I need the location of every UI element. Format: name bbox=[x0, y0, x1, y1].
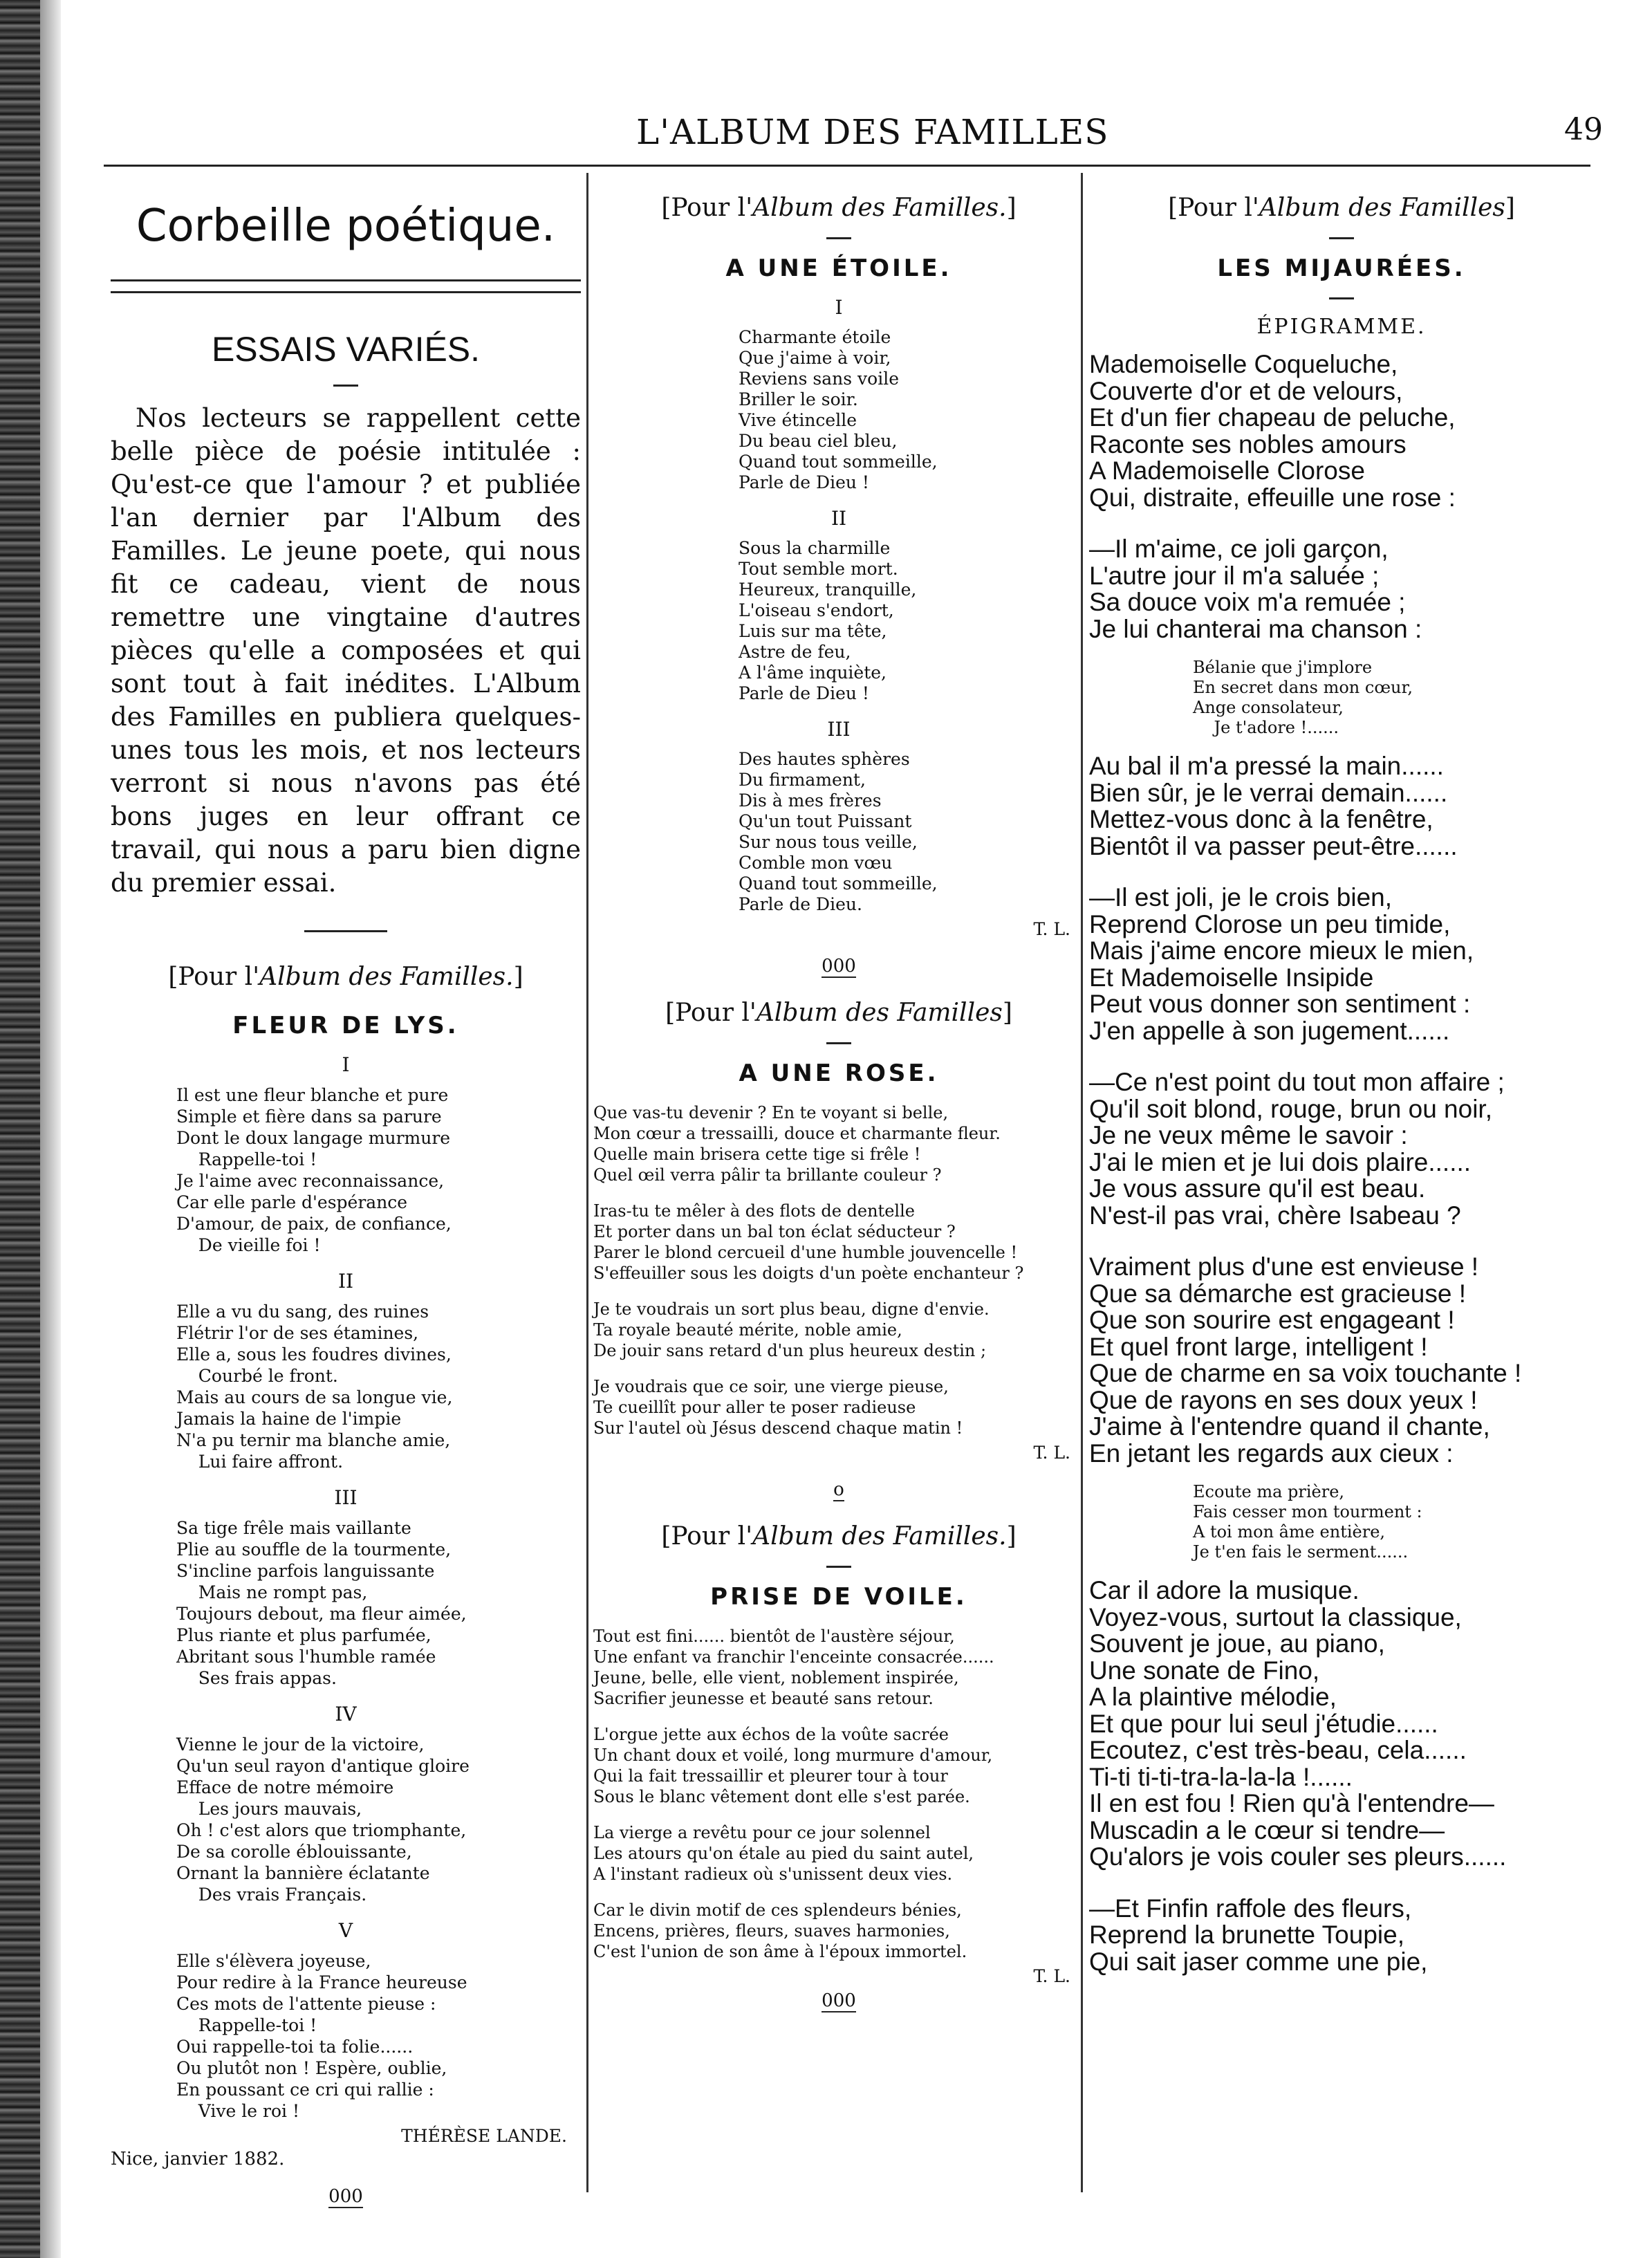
verse-line: Abritant sous l'humble ramée bbox=[176, 1647, 436, 1667]
verse-line: Efface de notre mémoire bbox=[176, 1777, 394, 1797]
stanza-number: II bbox=[830, 507, 847, 530]
verse-line: A toi mon âme entière, bbox=[1193, 1522, 1386, 1542]
verse-line: Quand tout sommeille, bbox=[739, 452, 938, 472]
verse-line: Jeune, belle, elle vient, noblement inspirée, bbox=[593, 1668, 959, 1687]
verse-line: Courbé le front. bbox=[176, 1366, 338, 1386]
verse-line: En secret dans mon cœur, bbox=[1193, 678, 1413, 697]
refrain bbox=[1089, 658, 1594, 738]
verse-line: Jamais la haine de l'impie bbox=[176, 1409, 402, 1429]
verse-line: Qu'un tout Puissant bbox=[739, 811, 912, 831]
verse-line: Que de charme en sa voix touchante ! bbox=[1089, 1359, 1522, 1387]
verse-line: Et que pour lui seul j'étudie...... bbox=[1089, 1709, 1438, 1738]
refrain bbox=[1089, 1482, 1594, 1562]
verse-line: Tout est fini...... bientôt de l'austère séjour, bbox=[593, 1627, 955, 1646]
verse-line: —Il m'aime, ce joli garçon, bbox=[1089, 535, 1389, 563]
author-signature: THÉRÈSE LANDE. bbox=[401, 2126, 567, 2146]
verse-line: Reprend Clorose un peu timide, bbox=[1089, 909, 1451, 938]
stanza-gap bbox=[1089, 1871, 1594, 1896]
short-dash bbox=[333, 385, 358, 387]
verse-line: —Ce n'est point du tout mon affaire ; bbox=[1089, 1068, 1505, 1096]
verse-line: Mademoiselle Coqueluche, bbox=[1089, 350, 1398, 378]
verse-line: En poussant ce cri qui rallie : bbox=[176, 2080, 434, 2100]
stanza-number: III bbox=[827, 718, 851, 741]
verse-line: Charmante étoile bbox=[739, 327, 891, 347]
stanza bbox=[593, 1102, 1084, 1185]
poem-les-mijaurees bbox=[1089, 351, 1594, 1975]
verse-line: Au bal il m'a pressé la main...... bbox=[1089, 752, 1444, 780]
stanza bbox=[593, 1724, 1084, 1807]
source-credit: [Pour l'Album des Familles.] bbox=[661, 1522, 1017, 1551]
stanza bbox=[111, 1084, 581, 1256]
stanza-number: II bbox=[337, 1270, 354, 1293]
header-rule bbox=[104, 165, 1590, 167]
short-dash bbox=[826, 1566, 851, 1568]
short-dash bbox=[1329, 297, 1354, 299]
verse-line: Bien sûr, je le verrai demain...... bbox=[1089, 778, 1448, 807]
verse-line: Sa tige frêle mais vaillante bbox=[176, 1518, 411, 1538]
poem-fleur-de-lys bbox=[111, 1053, 581, 2122]
separator-ornament: o bbox=[833, 1479, 844, 1500]
end-ornament: 000 bbox=[822, 1990, 856, 2011]
verse-line: Briller le soir. bbox=[739, 389, 858, 409]
verse-line: Je t'en fais le serment...... bbox=[1193, 1542, 1409, 1562]
verse-line: Simple et fière dans sa parure bbox=[176, 1107, 442, 1127]
stanza-number: I bbox=[342, 1053, 350, 1076]
verse-line: Tout semble mort. bbox=[739, 559, 898, 579]
verse-line: Que vas-tu devenir ? En te voyant si belle, bbox=[593, 1103, 949, 1122]
verse-line: Quel œil verra pâlir ta brillante couleur ? bbox=[593, 1165, 942, 1185]
source-credit: [Pour l'Album des Familles] bbox=[1168, 194, 1515, 222]
verse-line: Parle de Dieu ! bbox=[739, 683, 869, 703]
verse-line: Sacrifier jeunesse et beauté sans retour. bbox=[593, 1689, 934, 1708]
verse-line: Que j'aime à voir, bbox=[739, 348, 891, 368]
stanza bbox=[593, 749, 1084, 915]
verse-line: En jetant les regards aux cieux : bbox=[1089, 1438, 1454, 1468]
verse-line: Souvent je joue, au piano, bbox=[1089, 1629, 1385, 1658]
verse-line: Des vrais Français. bbox=[176, 1885, 367, 1905]
verse-line: Que de rayons en ses doux yeux ! bbox=[1089, 1385, 1478, 1414]
verse-line: La vierge a revêtu pour ce jour solennel bbox=[593, 1823, 931, 1842]
verse-line: Sous le blanc vêtement dont elle s'est parée. bbox=[593, 1787, 970, 1806]
verse-line: Plus riante et plus parfumée, bbox=[176, 1625, 431, 1645]
verse-line: Que son sourire est engageant ! bbox=[1089, 1306, 1455, 1334]
verse-line: Mais au cours de sa longue vie, bbox=[176, 1387, 453, 1407]
verse-line: Dont le doux langage murmure bbox=[176, 1128, 451, 1148]
poem-title-mijaurees: LES MIJAURÉES. bbox=[1217, 255, 1466, 282]
verse-line: Qu'il soit blond, rouge, brun ou noir, bbox=[1089, 1094, 1492, 1123]
verse-line: Ou plutôt non ! Espère, oublie, bbox=[176, 2058, 447, 2078]
verse-line: Fais cesser mon tourment : bbox=[1193, 1502, 1422, 1521]
verse-line: Encens, prières, fleurs, suaves harmonies, bbox=[593, 1921, 950, 1941]
verse-line: Couverte d'or et de velours, bbox=[1089, 376, 1403, 405]
verse-line: N'a pu ternir ma blanche amie, bbox=[176, 1430, 451, 1450]
verse-line: Reprend la brunette Toupie, bbox=[1089, 1921, 1404, 1949]
verse-line: Parer le blond cercueil d'une humble jouvencelle ! bbox=[593, 1243, 1018, 1262]
verse-line: Et d'un fier chapeau de peluche, bbox=[1089, 403, 1456, 432]
verse-line: Rappelle-toi ! bbox=[176, 2015, 317, 2035]
stanza bbox=[593, 1299, 1084, 1361]
verse-line: Mais j'aime encore mieux le mien, bbox=[1089, 936, 1474, 965]
verse-line: Des hautes sphères bbox=[739, 749, 910, 769]
verse-line: Ange consolateur, bbox=[1193, 698, 1344, 717]
intro-paragraph: Nos lecteurs se rappellent cette belle pièce de poésie intitulée : Qu'est-ce que l'amour ? et publiée l'an dernier par l'Album des Familles. Le jeune poete, qui nous fit ce cadeau, vient de nous remettre une vingtaine d'autres pièces qu'elle a composées et qui sont tout à fait inédites. L'Album des Familles en publiera quelques-unes tous les mois, et nos lecteurs verront si nous n'avons pas été bons juges en leur offrant ce travail, qui nous a paru bien digne du premier essai. bbox=[111, 403, 581, 898]
poem-title-etoile: A UNE ÉTOILE. bbox=[725, 255, 952, 282]
stanza bbox=[593, 538, 1084, 704]
poem-subtitle: ÉPIGRAMME. bbox=[1256, 315, 1427, 339]
verse-line: Je l'aime avec reconnaissance, bbox=[176, 1171, 445, 1191]
verse-line: Du firmament, bbox=[739, 770, 866, 790]
verse-line: Elle a, sous les foudres divines, bbox=[176, 1344, 452, 1364]
verse-line: Vienne le jour de la victoire, bbox=[176, 1734, 425, 1755]
stanza bbox=[593, 327, 1084, 493]
verse-line: Il en est fou ! Rien qu'à l'entendre— bbox=[1089, 1789, 1494, 1817]
essais-heading: ESSAIS VARIÉS. bbox=[211, 330, 481, 369]
book-binding-edge bbox=[0, 0, 40, 2258]
verse-line: Car elle parle d'espérance bbox=[176, 1192, 408, 1212]
stanza bbox=[593, 1376, 1084, 1438]
verse-line: L'autre jour il m'a saluée ; bbox=[1089, 561, 1380, 590]
separator-ornament: 000 bbox=[822, 956, 856, 977]
verse-line: Bélanie que j'implore bbox=[1193, 658, 1373, 677]
stanza-number: V bbox=[338, 1919, 353, 1942]
verse-line: A la plaintive mélodie, bbox=[1089, 1683, 1337, 1711]
verse-line: Que sa démarche est gracieuse ! bbox=[1089, 1279, 1467, 1308]
verse-line: Sa douce voix m'a remuée ; bbox=[1089, 588, 1406, 616]
verse-line: Mon cœur a tressailli, douce et charmante fleur. bbox=[593, 1124, 1001, 1143]
stanza-gap bbox=[1089, 511, 1594, 536]
page-gutter-shadow bbox=[40, 0, 61, 2258]
verse-line: Ces mots de l'attente pieuse : bbox=[176, 1994, 436, 2014]
verse-line: Ecoutez, c'est très-beau, cela...... bbox=[1089, 1736, 1467, 1764]
source-credit: [Pour l'Album des Familles] bbox=[665, 999, 1012, 1027]
verse-line: Qu'alors je vois couler ses pleurs...... bbox=[1089, 1842, 1507, 1871]
verse-line: Il est une fleur blanche et pure bbox=[176, 1085, 449, 1105]
verse-line: —Il est joli, je le crois bien, bbox=[1089, 883, 1393, 911]
verse-line: Ses frais appas. bbox=[176, 1668, 337, 1688]
poem-a-une-etoile bbox=[593, 296, 1084, 915]
verse-line: Plie au souffle de la tourmente, bbox=[176, 1539, 452, 1560]
end-ornament: 000 bbox=[328, 2186, 363, 2207]
verse-line: Toujours debout, ma fleur aimée, bbox=[176, 1604, 467, 1624]
verse-line: Car il adore la musique. bbox=[1089, 1576, 1359, 1604]
verse-line: Une enfant va franchir l'enceinte consacrée...... bbox=[593, 1647, 994, 1667]
stanza bbox=[593, 1201, 1084, 1284]
verse-line: Je vous assure qu'il est beau. bbox=[1089, 1174, 1426, 1203]
stanza bbox=[111, 1950, 581, 2122]
verse-line: Comble mon vœu bbox=[739, 853, 893, 873]
verse-line: J'en appelle à son jugement...... bbox=[1089, 1016, 1450, 1045]
short-dash bbox=[826, 1042, 851, 1044]
verse-line: Pour redire à la France heureuse bbox=[176, 1972, 467, 1992]
verse-line: Reviens sans voile bbox=[739, 369, 899, 389]
verse-line: Vive étincelle bbox=[739, 410, 857, 430]
running-title: L'ALBUM DES FAMILLES bbox=[636, 112, 1109, 152]
column-2 bbox=[593, 173, 1084, 2012]
verse-line: Sous la charmille bbox=[739, 538, 891, 558]
column-divider-1 bbox=[586, 173, 588, 2192]
verse-line: C'est l'union de son âme à l'époux immortel. bbox=[593, 1942, 967, 1961]
stanza-number: I bbox=[835, 296, 843, 319]
verse-line: Parle de Dieu. bbox=[739, 894, 862, 914]
verse-line: A l'instant radieux où s'unissent deux vies. bbox=[593, 1864, 953, 1884]
verse-line: Peut vous donner son sentiment : bbox=[1089, 990, 1471, 1018]
verse-line: Ti-ti ti-ti-tra-la-la-la !...... bbox=[1089, 1762, 1353, 1791]
author-signature: T. L. bbox=[1033, 1443, 1070, 1463]
verse-line: Les jours mauvais, bbox=[176, 1799, 362, 1819]
verse-line: A l'âme inquiète, bbox=[739, 663, 887, 683]
poem-a-une-rose bbox=[593, 1102, 1084, 1438]
verse-line: Muscadin a le cœur si tendre— bbox=[1089, 1815, 1445, 1844]
verse-line: L'orgue jette aux échos de la voûte sacrée bbox=[593, 1725, 949, 1744]
verse-line: Parle de Dieu ! bbox=[739, 472, 869, 492]
source-credit: [Pour l'Album des Familles.] bbox=[661, 194, 1017, 222]
verse-line: Qui, distraite, effeuille une rose : bbox=[1089, 483, 1456, 512]
poem-title-prise-de-voile: PRISE DE VOILE. bbox=[710, 1583, 967, 1611]
stanza bbox=[111, 1734, 581, 1905]
verse-line: Sur nous tous veille, bbox=[739, 832, 918, 852]
stanza-gap bbox=[1089, 860, 1594, 885]
verse-line: Vive le roi ! bbox=[176, 2101, 299, 2121]
verse-line: S'incline parfois languissante bbox=[176, 1561, 435, 1581]
verse-line: Je t'adore !...... bbox=[1193, 718, 1339, 737]
verse-line: D'amour, de paix, de confiance, bbox=[176, 1214, 452, 1234]
verse-line: Elle a vu du sang, des ruines bbox=[176, 1302, 429, 1322]
verse-line: A Mademoiselle Clorose bbox=[1089, 456, 1365, 485]
stanza bbox=[111, 1517, 581, 1689]
verse-line: Oui rappelle-toi ta folie...... bbox=[176, 2037, 414, 2057]
stanza bbox=[111, 1301, 581, 1472]
stanza bbox=[593, 1626, 1084, 1709]
verse-line: Je ne veux même le savoir : bbox=[1089, 1121, 1408, 1149]
verse-line: Ecoute ma prière, bbox=[1193, 1482, 1345, 1501]
verse-line: De jouir sans retard d'un plus heureux destin ; bbox=[593, 1341, 987, 1360]
verse-line: Qui la fait tressaillir et pleurer tour à tour bbox=[593, 1766, 948, 1786]
verse-line: Iras-tu te mêler à des flots de dentelle bbox=[593, 1201, 915, 1221]
poem-title-rose: A UNE ROSE. bbox=[739, 1059, 939, 1087]
verse-line: J'ai le mien et je lui dois plaire...... bbox=[1089, 1147, 1472, 1176]
verse-line: Bientôt il va passer peut-être...... bbox=[1089, 831, 1458, 860]
verse-line: Quelle main brisera cette tige si frêle ! bbox=[593, 1145, 921, 1164]
verse-line: De sa corolle éblouissante, bbox=[176, 1842, 412, 1862]
poem-title-fleur-de-lys: FLEUR DE LYS. bbox=[232, 1012, 459, 1039]
section-title: Corbeille poétique. bbox=[136, 201, 556, 252]
verse-line: Astre de feu, bbox=[739, 642, 851, 662]
short-dash bbox=[1329, 237, 1354, 239]
verse-line: Un chant doux et voilé, long murmure d'amour, bbox=[593, 1746, 993, 1765]
verse-line: Lui faire affront. bbox=[176, 1452, 344, 1472]
verse-line: Mais ne rompt pas, bbox=[176, 1582, 368, 1602]
verse-line: —Et Finfin raffole des fleurs, bbox=[1089, 1894, 1412, 1923]
verse-line: Qui sait jaser comme une pie, bbox=[1089, 1947, 1428, 1976]
poem-prise-de-voile bbox=[593, 1626, 1084, 1962]
verse-line: Ornant la bannière éclatante bbox=[176, 1863, 430, 1883]
verse-line: De vieille foi ! bbox=[176, 1235, 321, 1255]
verse-line: Les atours qu'on étale au pied du saint autel, bbox=[593, 1844, 974, 1863]
source-credit: [Pour l'Album des Familles.] bbox=[168, 963, 523, 991]
verse-line: Oh ! c'est alors que triomphante, bbox=[176, 1820, 467, 1840]
verse-line: Et Mademoiselle Insipide bbox=[1089, 963, 1374, 992]
stanza-number: III bbox=[334, 1486, 358, 1509]
verse-line: Voyez-vous, surtout la classique, bbox=[1089, 1602, 1462, 1631]
verse-line: Raconte ses nobles amours bbox=[1089, 429, 1407, 459]
verse-line: Et porter dans un bal ton éclat séducteur ? bbox=[593, 1222, 956, 1241]
stanza-gap bbox=[1089, 1044, 1594, 1069]
verse-line: Luis sur ma tête, bbox=[739, 621, 887, 641]
verse-line: S'effeuiller sous les doigts d'un poète enchanteur ? bbox=[593, 1264, 1024, 1283]
verse-line: Sur l'autel où Jésus descend chaque matin ! bbox=[593, 1418, 963, 1438]
page-number: 49 bbox=[1564, 112, 1603, 147]
verse-line: Je lui chanterai ma chanson : bbox=[1089, 614, 1422, 643]
verse-line: Une sonate de Fino, bbox=[1089, 1656, 1320, 1685]
verse-line: Je te voudrais un sort plus beau, digne d'envie. bbox=[593, 1299, 990, 1319]
author-signature: T. L. bbox=[1033, 1966, 1070, 1986]
separator bbox=[304, 930, 387, 932]
verse-line: Flétrir l'or de ses étamines, bbox=[176, 1323, 419, 1343]
stanza bbox=[593, 1822, 1084, 1885]
stanza-gap bbox=[1089, 1229, 1594, 1254]
stanza-number: IV bbox=[335, 1703, 357, 1725]
verse-line: Je voudrais que ce soir, une vierge pieuse, bbox=[593, 1377, 949, 1396]
verse-line: Vraiment plus d'une est envieuse ! bbox=[1089, 1252, 1479, 1281]
verse-line: Rappelle-toi ! bbox=[176, 1149, 317, 1169]
column-3 bbox=[1089, 173, 1594, 1975]
verse-line: Qu'un seul rayon d'antique gloire bbox=[176, 1756, 470, 1776]
verse-line: Te cueillît pour aller te poser radieuse bbox=[593, 1398, 916, 1417]
author-signature: T. L. bbox=[1033, 919, 1070, 939]
verse-line: Dis à mes frères bbox=[739, 790, 882, 811]
verse-line: Ta royale beauté mérite, noble amie, bbox=[593, 1320, 902, 1340]
verse-line: J'aime à l'entendre quand il chante, bbox=[1089, 1412, 1490, 1441]
place-date: Nice, janvier 1882. bbox=[111, 2149, 285, 2169]
verse-line: Mettez-vous donc à la fenêtre, bbox=[1089, 805, 1433, 833]
column-1 bbox=[111, 173, 581, 2208]
short-dash bbox=[826, 237, 851, 239]
verse-line: N'est-il pas vrai, chère Isabeau ? bbox=[1089, 1201, 1461, 1230]
stanza bbox=[593, 1900, 1084, 1962]
verse-line: L'oiseau s'endort, bbox=[739, 600, 894, 620]
verse-line: Heureux, tranquille, bbox=[739, 580, 917, 600]
verse-line: Car le divin motif de ces splendeurs bénies, bbox=[593, 1900, 962, 1920]
verse-line: Quand tout sommeille, bbox=[739, 873, 938, 894]
verse-line: Et quel front large, intelligent ! bbox=[1089, 1332, 1428, 1361]
double-rule bbox=[111, 279, 581, 293]
verse-line: Elle s'élèvera joyeuse, bbox=[176, 1951, 371, 1971]
verse-line: Du beau ciel bleu, bbox=[739, 431, 898, 451]
